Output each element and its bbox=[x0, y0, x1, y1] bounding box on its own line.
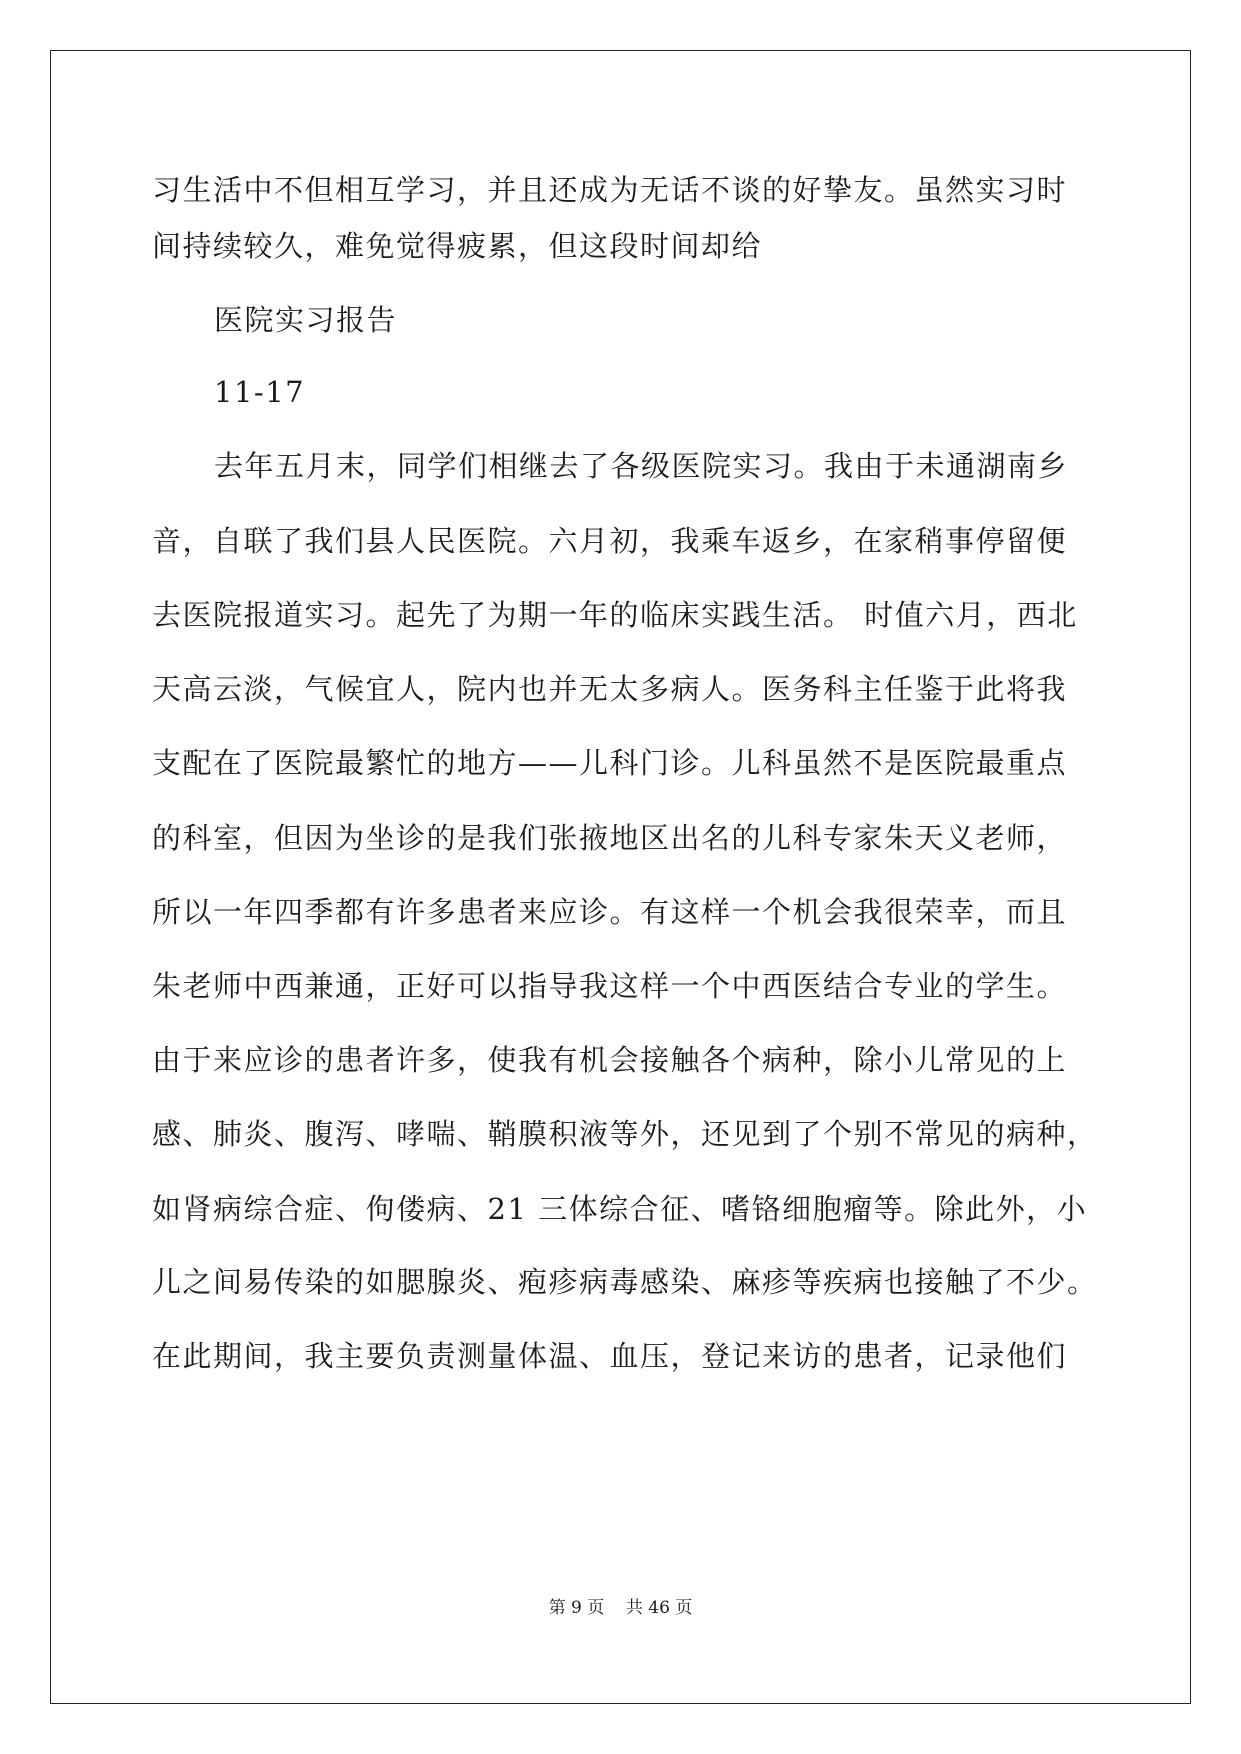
text-line: 所以一年四季都有许多患者来应诊。有这样一个机会我很荣幸，而且 bbox=[152, 895, 1068, 929]
text-line: 音，自联了我们县人民医院。六月初，我乘车返乡，在家稍事停留便 bbox=[152, 524, 1068, 558]
page-border bbox=[50, 50, 1191, 1704]
text-line: 去年五月末，同学们相继去了各级医院实习。我由于未通湖南乡 bbox=[214, 449, 1069, 483]
text-line: 去医院报道实习。起先了为期一年的临床实践生活。 时值六月，西北 bbox=[152, 598, 1078, 632]
text-line: 感、肺炎、腹泻、哮喘、鞘膜积液等外，还见到了个别不常见的病种， bbox=[152, 1117, 1098, 1151]
report-date: 11-17 bbox=[214, 375, 306, 409]
text-line: 习生活中不但相互学习，并且还成为无话不谈的好挚友。虽然实习时 bbox=[152, 173, 1068, 207]
report-title: 医院实习报告 bbox=[214, 303, 398, 337]
text-line: 如肾病综合症、佝偻病、21 三体综合征、嗜铬细胞瘤等。除此外，小 bbox=[152, 1192, 1088, 1226]
text-line: 在此期间，我主要负责测量体温、血压，登记来访的患者，记录他们 bbox=[152, 1339, 1068, 1373]
text-line: 天高云淡，气候宜人，院内也并无太多病人。医务科主任鉴于此将我 bbox=[152, 672, 1068, 706]
text-line: 儿之间易传染的如腮腺炎、疱疹病毒感染、麻疹等疾病也接触了不少。 bbox=[152, 1265, 1098, 1299]
text-line: 间持续较久，难免觉得疲累，但这段时间却给 bbox=[152, 229, 763, 263]
text-line: 朱老师中西兼通，正好可以指导我这样一个中西医结合专业的学生。 bbox=[152, 969, 1068, 1003]
text-line: 支配在了医院最繁忙的地方——儿科门诊。儿科虽然不是医院最重点 bbox=[152, 746, 1068, 780]
text-line: 由于来应诊的患者许多，使我有机会接触各个病种，除小儿常见的上 bbox=[152, 1043, 1068, 1077]
page-number: 第 9 页 共 46 页 bbox=[548, 1598, 693, 1618]
text-line: 的科室，但因为坐诊的是我们张掖地区出名的儿科专家朱天义老师， bbox=[152, 821, 1068, 855]
